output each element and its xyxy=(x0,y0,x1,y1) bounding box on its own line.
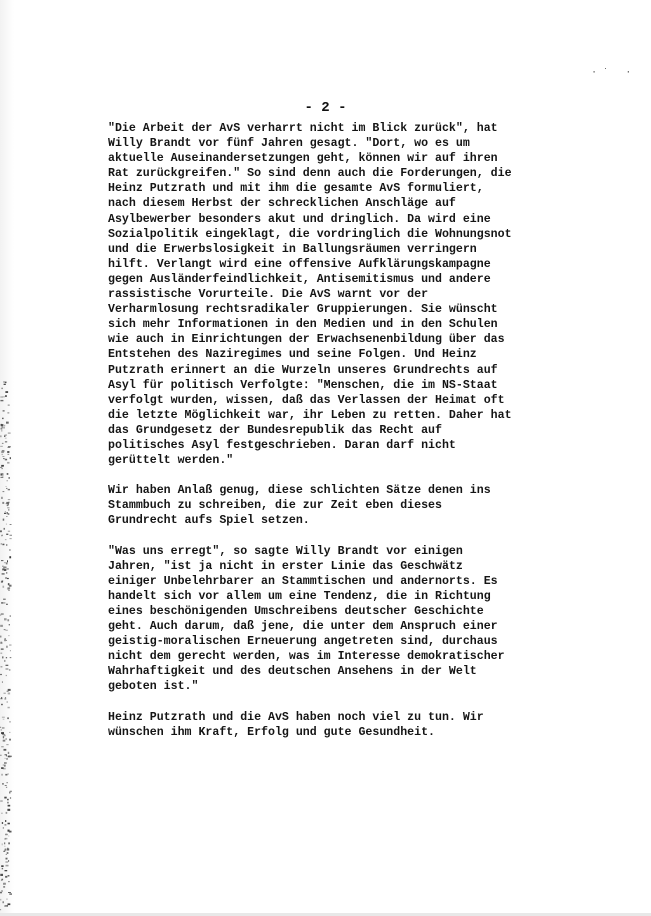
paragraph-1 xyxy=(108,121,628,468)
text-line: Wir haben Anlaß genug, diese schlichten Sätze denen ins xyxy=(108,484,491,498)
text-line: wie auch in Einrichtungen der Erwachsenenbildung über das xyxy=(108,333,505,347)
text-line: geistig-moralischen Erneuerung angetreten sind, durchaus xyxy=(108,635,498,649)
text-line: nicht dem gerecht werden, was im Interesse demokratischer xyxy=(108,650,505,664)
text-line: nach diesem Herbst der schrecklichen Anschläge auf xyxy=(108,197,456,211)
text-line: verfolgt wurden, wissen, daß das Verlassen der Heimat oft xyxy=(108,393,505,407)
text-line: Willy Brandt vor fünf Jahren gesagt. "Dort, wo es um xyxy=(108,137,470,151)
text-line: Rat zurückgreifen." So sind denn auch die Forderungen, die xyxy=(108,167,512,181)
page-number: - 2 - xyxy=(304,100,347,116)
text-line: aktuelle Auseinandersetzungen geht, können wir auf ihren xyxy=(108,152,498,166)
text-line: Wahrhaftigkeit und des deutschen Ansehens in der Welt xyxy=(108,665,477,679)
text-line: wünschen ihm Kraft, Erfolg und gute Gesundheit. xyxy=(108,725,435,739)
scan-edge-noise xyxy=(0,0,14,916)
paragraph-2 xyxy=(108,483,628,528)
text-line: Entstehen des Naziregimes und seine Folgen. Und Heinz xyxy=(108,348,477,362)
text-line: "Die Arbeit der AvS verharrt nicht im Blick zurück", hat xyxy=(108,122,498,135)
text-line: Sozialpolitik eingeklagt, die vordringlich die Wohnungsnot xyxy=(108,227,512,241)
text-line: "Was uns erregt", so sagte Willy Brandt vor einigen xyxy=(108,544,463,558)
text-line: gegen Ausländerfeindlichkeit, Antisemitismus und andere xyxy=(108,272,491,286)
text-line: Jahren, "ist ja nicht in erster Linie das Geschwätz xyxy=(108,559,463,573)
text-line: handelt sich vor allem um eine Tendenz, die in Richtung xyxy=(108,589,491,603)
text-line: einiger Unbelehrbarer an Stammtischen und andernorts. Es xyxy=(108,574,498,588)
text-line: Verharmlosung rechtsradikaler Gruppierungen. Sie wünscht xyxy=(108,303,498,317)
text-line: Putzrath erinnert an die Wurzeln unseres Grundrechts auf xyxy=(108,363,498,377)
text-line: eines beschönigenden Umschreibens deutscher Geschichte xyxy=(108,605,484,618)
text-line: Stammbuch zu schreiben, die zur Zeit eben dieses xyxy=(108,499,442,513)
text-line: Asylbewerber besonders akut und dringlich. Da wird eine xyxy=(108,212,491,226)
text-line: gerüttelt werden." xyxy=(108,454,234,468)
paragraph-3 xyxy=(108,544,628,695)
text-line: politisches Asyl festgeschrieben. Daran darf nicht xyxy=(108,438,456,452)
scan-speck-marks: ·˙ · xyxy=(591,68,637,78)
text-line: hilft. Verlangt wird eine offensive Aufklärungskampagne xyxy=(108,257,491,271)
text-line: Grundrecht aufs Spiel setzen. xyxy=(108,514,310,528)
text-line: das Grundgesetz der Bundesrepublik das Recht auf xyxy=(108,423,442,437)
text-line: Asyl für politisch Verfolgte: "Menschen, die im NS-Staat xyxy=(108,378,498,392)
text-line: geht. Auch darum, daß jene, die unter dem Anspruch einer xyxy=(108,620,498,634)
text-line: geboten ist." xyxy=(108,680,199,694)
text-line: sich mehr Informationen in den Medien und in den Schulen xyxy=(108,318,498,332)
body-text xyxy=(108,121,628,755)
text-line: Heinz Putzrath und mit ihm die gesamte AvS formuliert, xyxy=(108,182,484,196)
text-line: rassistische Vorurteile. Die AvS warnt vor der xyxy=(108,288,429,302)
text-line: Heinz Putzrath und die AvS haben noch viel zu tun. Wir xyxy=(108,710,484,724)
paragraph-4 xyxy=(108,710,628,740)
text-line: und die Erwerbslosigkeit in Ballungsräumen verringern xyxy=(108,242,477,256)
text-line: die letzte Möglichkeit war, ihr Leben zu retten. Daher hat xyxy=(108,408,512,422)
